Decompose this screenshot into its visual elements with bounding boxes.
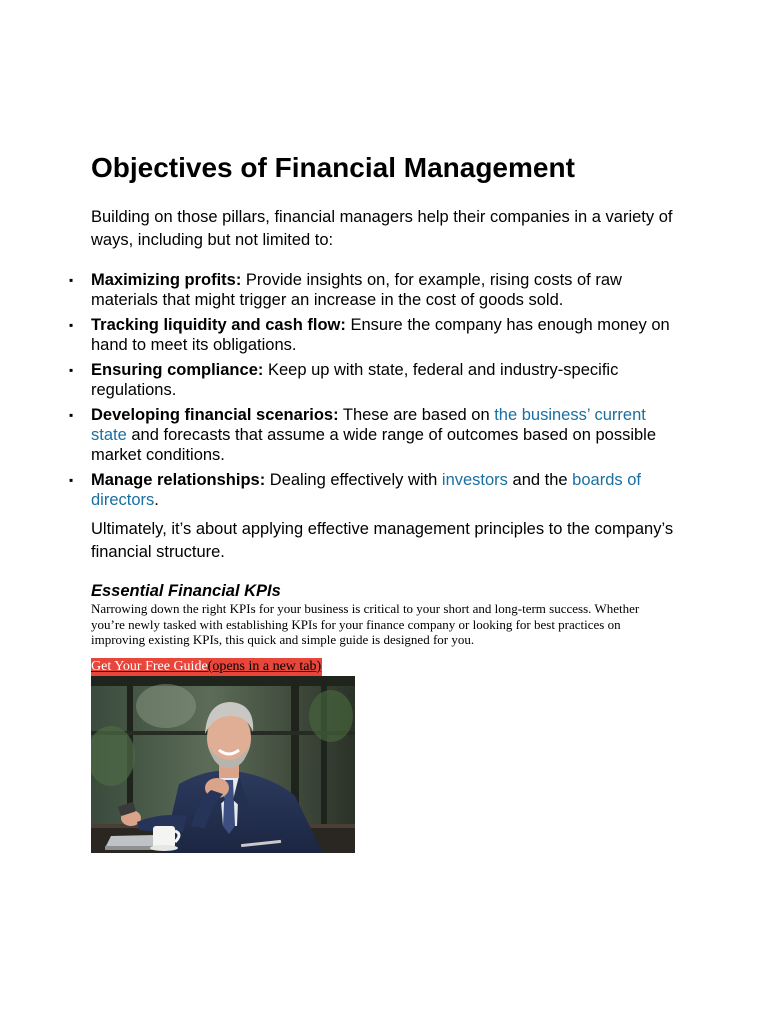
objective-text: Ensure the company has enough money on hand to meet its obligations. [91, 316, 670, 354]
objective-term: Manage relationships: [91, 471, 266, 489]
objective-text: . [154, 491, 159, 509]
free-guide-label: Get Your Free Guide [91, 659, 208, 674]
bullet-icon: ▪ [69, 318, 74, 332]
businessman-photo [91, 676, 355, 853]
objectives-list [69, 270, 681, 515]
bullet-icon: ▪ [69, 273, 74, 287]
new-tab-note: (opens in a new tab) [207, 659, 322, 674]
list-item [69, 470, 681, 510]
objective-text: Provide insights on, for example, rising costs of raw materials that might trigger an increase in the cost of goods sold. [91, 271, 622, 309]
conclusion-paragraph: Ultimately, it’s about applying effective management principles to the company’s financial structure. [91, 520, 674, 561]
objective-term: Ensuring compliance: [91, 361, 264, 379]
business-current-state-link[interactable]: the business’ current state [91, 406, 646, 444]
promo-body: Narrowing down the right KPIs for your business is critical to your short and long-term success. Whether you’re newly tasked with establishing KPIs for your finance company or looking for best practices on improving existing KPIs, this quick and simple guide is designed for you. [91, 601, 640, 647]
bullet-icon: ▪ [69, 473, 74, 487]
objective-term: Maximizing profits: [91, 271, 242, 289]
free-guide-button[interactable] [91, 658, 322, 676]
objective-term: Tracking liquidity and cash flow: [91, 316, 346, 334]
bullet-icon: ▪ [69, 408, 74, 422]
objective-text: Keep up with state, federal and industry-specific regulations. [91, 361, 619, 399]
page-title: Objectives of Financial Management [91, 152, 575, 183]
list-item [69, 270, 681, 310]
list-item [69, 360, 681, 400]
list-item [69, 405, 681, 465]
objective-term: Developing financial scenarios: [91, 406, 339, 424]
objective-text: and forecasts that assume a wide range of outcomes based on possible market conditions. [91, 426, 657, 464]
list-item [69, 315, 681, 355]
investors-link[interactable]: investors [441, 471, 508, 489]
objective-text: and the [507, 471, 573, 489]
objective-text: These are based on [338, 406, 495, 424]
boards-of-directors-link[interactable]: boards of directors [91, 471, 641, 509]
promo-heading: Essential Financial KPIs [91, 582, 281, 600]
intro-paragraph: Building on those pillars, financial managers help their companies in a variety of ways, including but not limited to: [91, 208, 673, 249]
businessman-illustration [91, 676, 355, 853]
objective-text: Dealing effectively with [265, 471, 442, 489]
bullet-icon: ▪ [69, 363, 74, 377]
